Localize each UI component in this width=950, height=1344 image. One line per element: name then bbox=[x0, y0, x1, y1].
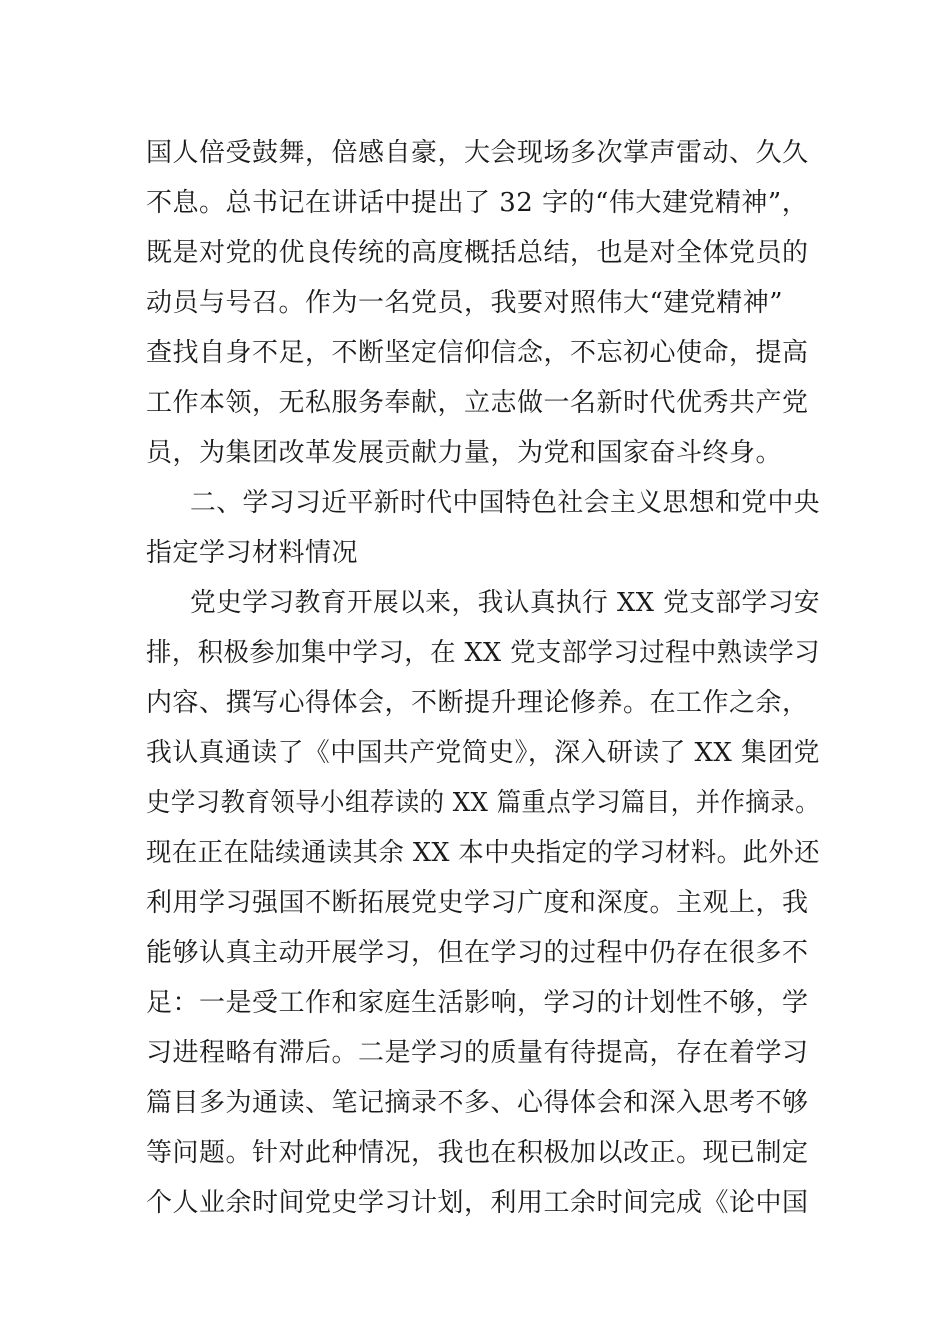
text-line: 排，积极参加集中学习，在 XX 党支部学习过程中熟读学习 bbox=[146, 638, 820, 668]
section-heading-line: 指定学习材料情况 bbox=[146, 538, 359, 568]
text-line: 等问题。针对此种情况，我也在积极加以改正。现已制定 bbox=[146, 1138, 809, 1168]
text-line: 足：一是受工作和家庭生活影响，学习的计划性不够，学 bbox=[146, 988, 809, 1018]
text-line: 篇目多为通读、笔记摘录不多、心得体会和深入思考不够 bbox=[146, 1088, 809, 1118]
text-line: 既是对党的优良传统的高度概括总结，也是对全体党员的 bbox=[146, 238, 809, 268]
text-line: 史学习教育领导小组荐读的 XX 篇重点学习篇目，并作摘录。 bbox=[146, 788, 820, 818]
text-line: 我认真通读了《中国共产党简史》，深入研读了 XX 集团党 bbox=[146, 738, 820, 768]
text-line: 国人倍受鼓舞，倍感自豪，大会现场多次掌声雷动、久久 bbox=[146, 138, 809, 168]
text-line: 能够认真主动开展学习，但在学习的过程中仍存在很多不 bbox=[146, 938, 809, 968]
section-heading-line: 二、学习习近平新时代中国特色社会主义思想和党中央 bbox=[190, 488, 820, 518]
text-line: 个人业余时间党史学习计划，利用工余时间完成《论中国 bbox=[146, 1188, 809, 1218]
text-line: 查找自身不足，不断坚定信仰信念，不忘初心使命，提高 bbox=[146, 338, 809, 368]
text-line: 利用学习强国不断拓展党史学习广度和深度。主观上，我 bbox=[146, 888, 809, 918]
text-line: 不息。总书记在讲话中提出了 32 字的“伟大建党精神”， bbox=[146, 188, 809, 218]
text-line: 党史学习教育开展以来，我认真执行 XX 党支部学习安 bbox=[190, 588, 820, 618]
text-line: 内容、撰写心得体会，不断提升理论修养。在工作之余， bbox=[146, 688, 809, 718]
text-line: 工作本领，无私服务奉献，立志做一名新时代优秀共产党 bbox=[146, 388, 809, 418]
text-line: 动员与号召。作为一名党员，我要对照伟大“建党精神” bbox=[146, 288, 784, 318]
text-line: 现在正在陆续通读其余 XX 本中央指定的学习材料。此外还 bbox=[146, 838, 820, 868]
text-line: 习进程略有滞后。二是学习的质量有待提高，存在着学习 bbox=[146, 1038, 809, 1068]
text-line: 员，为集团改革发展贡献力量，为党和国家奋斗终身。 bbox=[146, 438, 783, 468]
